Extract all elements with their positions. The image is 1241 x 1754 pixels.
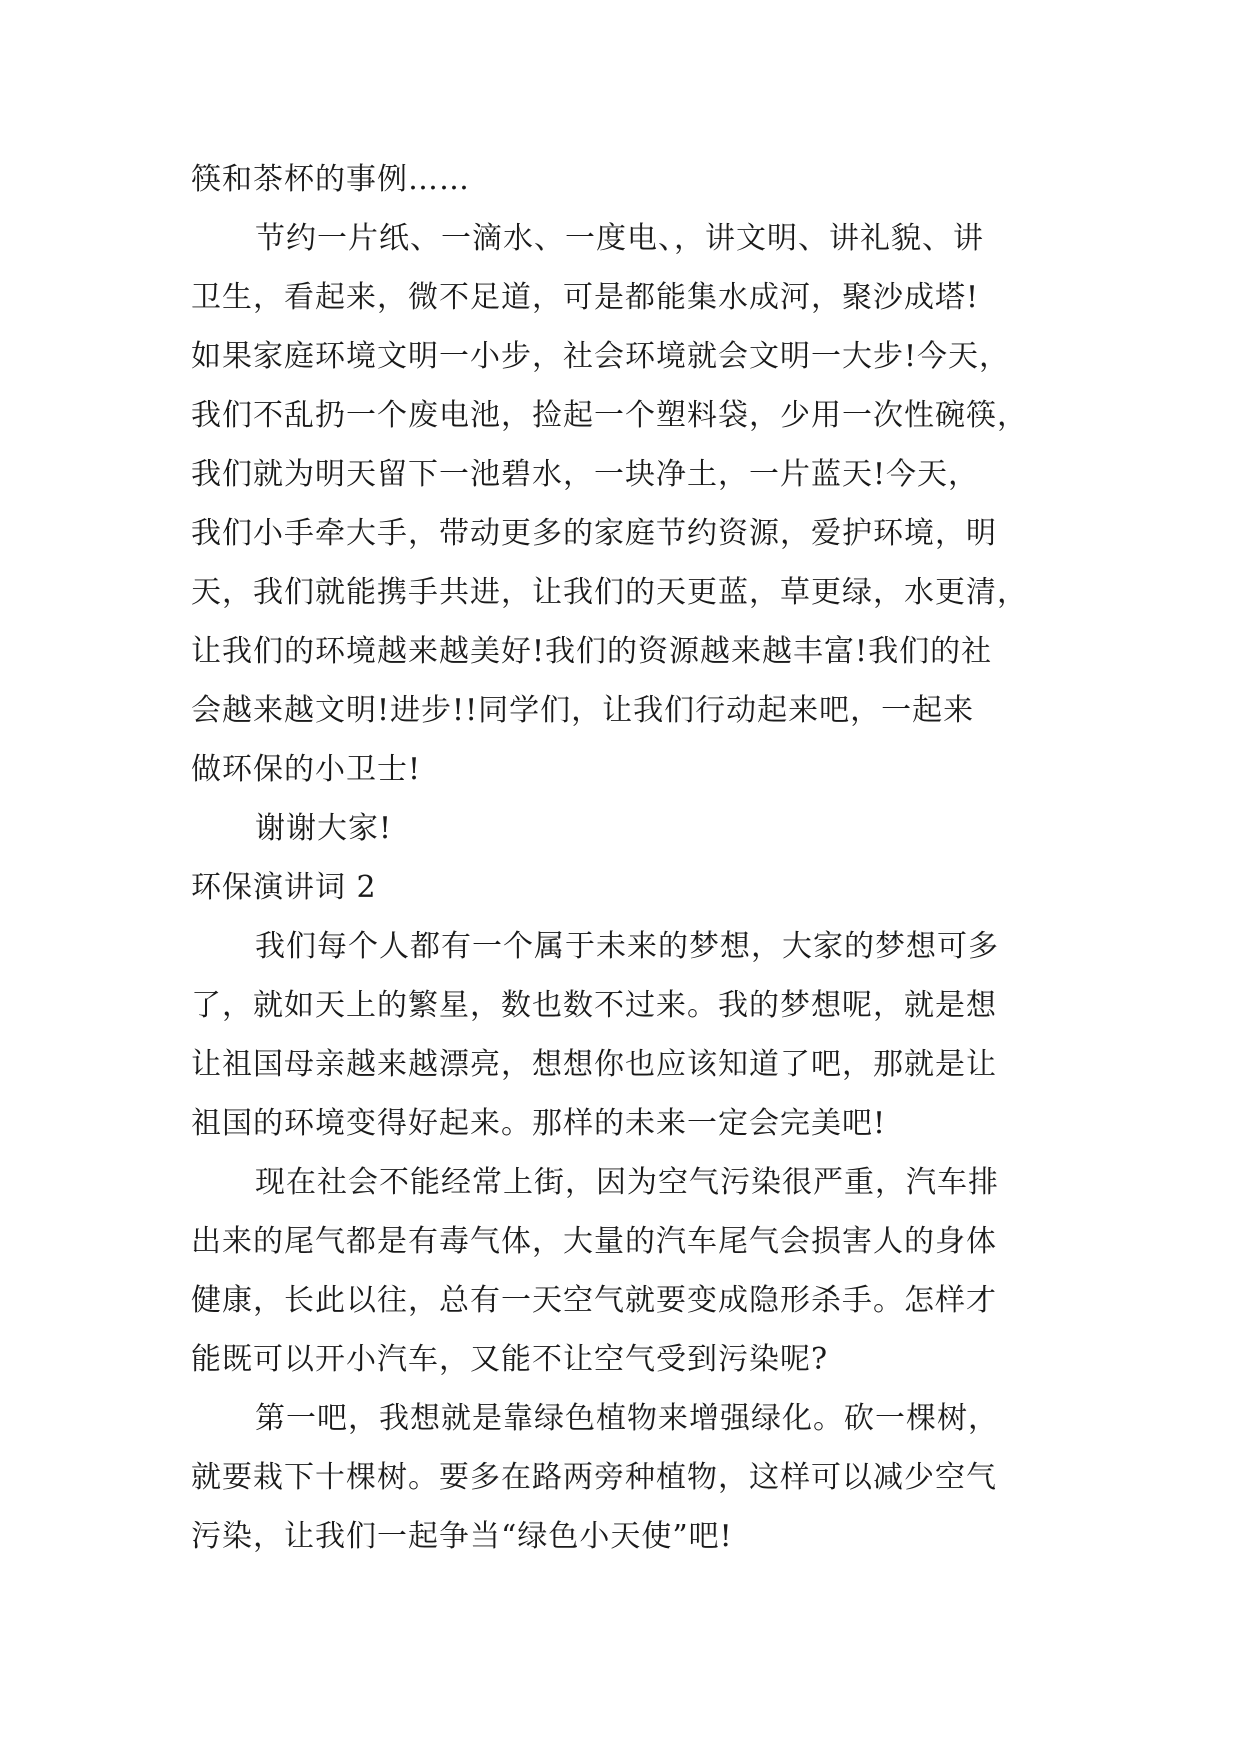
text-line: 现在社会不能经常上街，因为空气污染很严重，汽车排	[255, 1165, 999, 1200]
text-line: 会越来越文明!进步!!同学们，让我们行动起来吧，一起来	[191, 693, 975, 728]
text-line: 能既可以开小汽车，又能不让空气受到污染呢?	[191, 1342, 829, 1377]
text-line: 祖国的环境变得好起来。那样的未来一定会完美吧!	[191, 1106, 887, 1141]
section-heading: 环保演讲词 2	[191, 870, 377, 905]
text-line: 让祖国母亲越来越漂亮，想想你也应该知道了吧，那就是让	[191, 1047, 997, 1082]
text-line: 筷和茶杯的事例……	[191, 162, 470, 197]
text-line: 第一吧，我想就是靠绿色植物来增强绿化。砍一棵树，	[255, 1401, 999, 1436]
text-line: 污染，让我们一起争当“绿色小天使”吧!	[191, 1519, 733, 1554]
text-line: 如果家庭环境文明一小步，社会环境就会文明一大步!今天，	[191, 339, 1011, 374]
text-line: 我们小手牵大手，带动更多的家庭节约资源，爱护环境，明	[191, 516, 997, 551]
text-line: 做环保的小卫士!	[191, 752, 422, 787]
text-line: 我们就为明天留下一池碧水，一块净土，一片蓝天!今天，	[191, 457, 980, 492]
text-line: 我们不乱扔一个废电池，捡起一个塑料袋，少用一次性碗筷，	[191, 398, 1028, 433]
text-line: 健康，长此以往，总有一天空气就要变成隐形杀手。怎样才	[191, 1283, 997, 1318]
closing-line: 谢谢大家!	[255, 811, 393, 846]
text-line: 就要栽下十棵树。要多在路两旁种植物，这样可以减少空气	[191, 1460, 997, 1495]
text-line: 我们每个人都有一个属于未来的梦想，大家的梦想可多	[255, 929, 999, 964]
text-line: 让我们的环境越来越美好!我们的资源越来越丰富!我们的社	[191, 634, 993, 669]
text-line: 天，我们就能携手共进，让我们的天更蓝，草更绿，水更清，	[191, 575, 1028, 610]
text-line: 了，就如天上的繁星，数也数不过来。我的梦想呢，就是想	[191, 988, 997, 1023]
text-line: 卫生，看起来，微不足道，可是都能集水成河，聚沙成塔!	[191, 280, 980, 315]
text-line: 节约一片纸、一滴水、一度电、，讲文明、讲礼貌、讲	[255, 221, 984, 256]
text-line: 出来的尾气都是有毒气体，大量的汽车尾气会损害人的身体	[191, 1224, 997, 1259]
